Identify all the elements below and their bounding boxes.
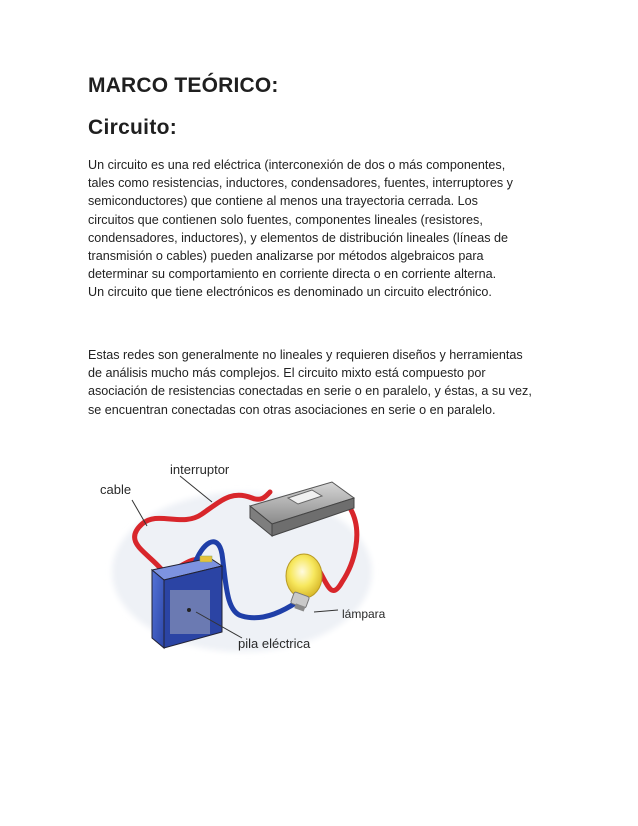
battery-icon: [152, 556, 222, 648]
paragraph-line: Un circuito es una red eléctrica (interconexión de dos o más componentes,: [88, 158, 506, 172]
paragraph-line: Un circuito que tiene electrónicos es denominado un circuito electrónico.: [88, 285, 492, 300]
paragraph-definition: [88, 156, 558, 302]
paragraph-line: se encuentran conectadas con otras asociaciones en serie o en paralelo.: [88, 402, 496, 417]
page-title: Circuito:: [88, 116, 178, 139]
label-cable: cable: [100, 482, 132, 497]
section-heading: MARCO TEÓRICO:: [88, 74, 279, 97]
paragraph-line: condensadores, inductores), y elementos de distribución lineales (líneas de: [88, 230, 509, 245]
label-lamp: lámpara: [342, 607, 386, 621]
paragraph-line: circuitos que contienen solo fuentes, componentes lineales (resistores,: [88, 212, 483, 227]
paragraph-networks: [88, 346, 558, 419]
paragraph-line: determinar su comportamiento en corriente directa o en corriente alterna.: [88, 267, 497, 282]
label-battery: pila eléctrica: [238, 636, 311, 651]
background-halo: [112, 492, 372, 652]
paragraph-line: semiconductores) que contiene al menos una trayectoria cerrada. Los: [88, 194, 478, 209]
paragraph-line: asociación de resistencias conectadas en serie o en paralelo, y éstas, a su vez,: [88, 384, 532, 399]
cable-leader: [132, 500, 147, 526]
circuit-diagram: [92, 462, 386, 658]
label-switch: interruptor: [170, 462, 230, 477]
paragraph-line: de análisis mucho más complejos. El circuito mixto está compuesto por: [88, 366, 486, 381]
paragraph-line: transmisión o cables) pueden analizarse por métodos algebraicos para: [88, 249, 484, 264]
circuit-illustration: [92, 462, 386, 658]
paragraph-line: tales como resistencias, inductores, condensadores, fuentes, interruptores y: [88, 176, 513, 191]
paragraph-line: Estas redes son generalmente no lineales y requieren diseños y herramientas: [88, 348, 523, 362]
